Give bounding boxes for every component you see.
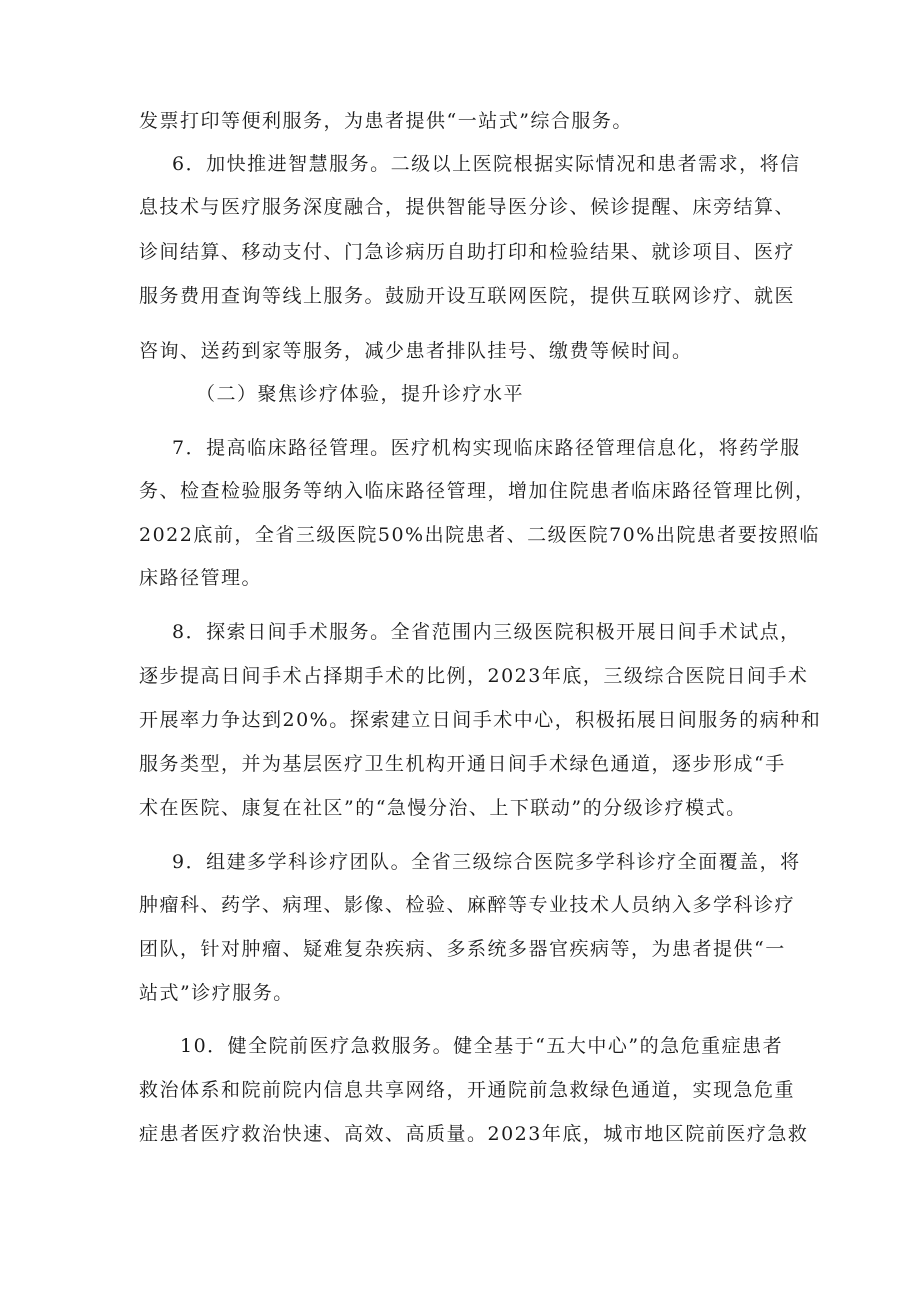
text-line-9: 务、检查检验服务等纳入临床路径管理，增加住院患者临床路径管理比例， xyxy=(139,480,816,502)
text-line-2: 6．加快推进智慧服务。二级以上医院根据实际情况和患者需求，将信 xyxy=(172,153,801,175)
text-line-23: 症患者医疗救治快速、高效、高质量。2023年底，城市地区院前医疗急救 xyxy=(139,1123,809,1145)
text-line-17: 9．组建多学科诊疗团队。全省三级综合医院多学科诊疗全面覆盖，将 xyxy=(172,851,801,873)
text-line-10: 2022底前，全省三级医院50%出院患者、二级医院70%出院患者要按照临 xyxy=(139,524,820,546)
text-line-16: 术在医院、康复在社区”的“急慢分治、上下联动”的分级诊疗模式。 xyxy=(139,797,747,819)
text-line-8: 7．提高临床路径管理。医疗机构实现临床路径管理信息化，将药学服 xyxy=(172,437,801,459)
text-line-11: 床路径管理。 xyxy=(139,567,263,589)
text-line-6: 咨询、送药到家等服务，减少患者排队挂号、缴费等候时间。 xyxy=(139,340,693,362)
text-line-13: 逐步提高日间手术占择期手术的比例，2023年底，三级综合医院日间手术 xyxy=(139,665,809,687)
text-line-12: 8．探索日间手术服务。全省范围内三级医院积极开展日间手术试点， xyxy=(172,621,801,643)
text-line-4: 诊间结算、移动支付、门急诊病历自助打印和检验结果、就诊项目、医疗 xyxy=(139,241,796,263)
text-line-21: 10．健全院前医疗急救服务。健全基于“五大中心”的急危重症患者 xyxy=(180,1035,784,1057)
text-line-20: 站式”诊疗服务。 xyxy=(139,982,294,1004)
text-line-3: 息技术与医疗服务深度融合，提供智能导医分诊、候诊提醒、床旁结算、 xyxy=(139,196,796,218)
section-heading: （二）聚焦诊疗体验，提升诊疗水平 xyxy=(196,383,525,405)
text-line-19: 团队，针对肿瘤、疑难复杂疾病、多系统多器官疾病等，为患者提供“一 xyxy=(139,938,786,960)
text-line-15: 服务类型，并为基层医疗卫生机构开通日间手术绿色通道，逐步形成“手 xyxy=(139,753,786,775)
text-line-22: 救治体系和院前院内信息共享网络，开通院前急救绿色通道，实现急危重 xyxy=(139,1079,796,1101)
text-line-1: 发票打印等便利服务，为患者提供“一站式”综合服务。 xyxy=(139,110,633,132)
text-line-5: 服务费用查询等线上服务。鼓励开设互联网医院，提供互联网诊疗、就医 xyxy=(139,285,796,307)
text-line-14: 开展率力争达到20%。探索建立日间手术中心，积极拓展日间服务的病种和 xyxy=(139,709,822,731)
text-line-18: 肿瘤科、药学、病理、影像、检验、麻醉等专业技术人员纳入多学科诊疗 xyxy=(139,894,796,916)
